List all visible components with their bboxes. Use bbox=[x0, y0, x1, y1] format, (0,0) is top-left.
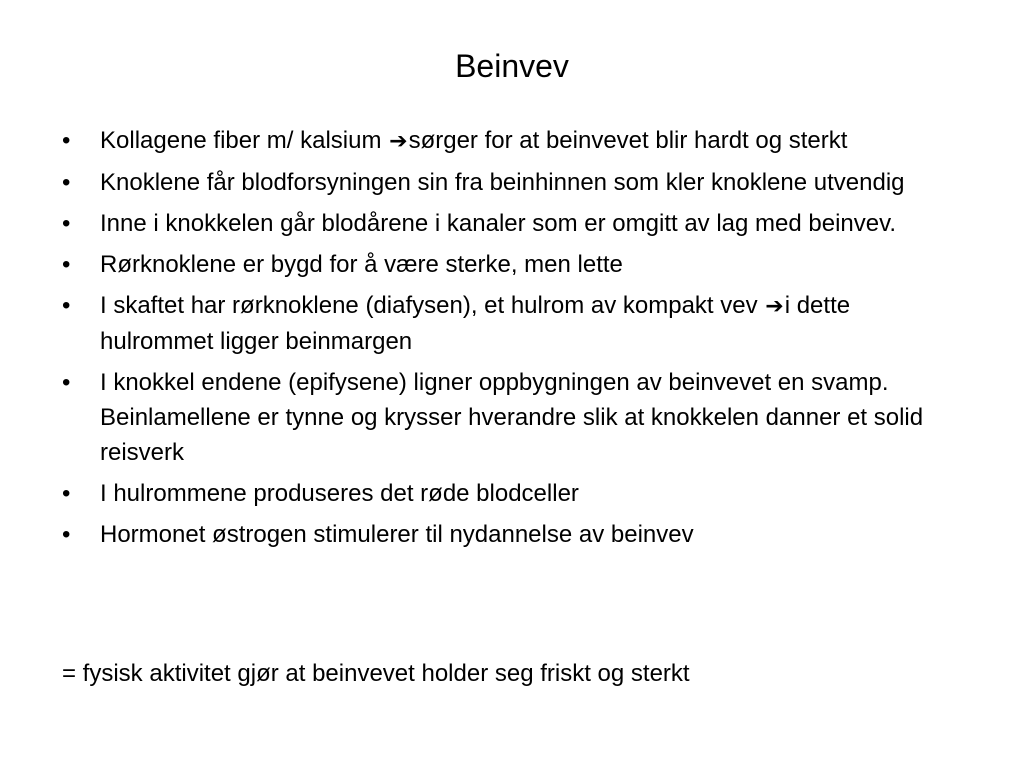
slide-title: Beinvev bbox=[455, 48, 569, 84]
bullet-item bbox=[58, 288, 958, 359]
bullet-marker: • bbox=[62, 369, 71, 396]
bullet-marker: • bbox=[62, 127, 71, 154]
bullet-text: I knokkel endene (epifysene) ligner oppbygningen av beinvevet en svamp. Beinlamellene er tynne og krysser hverandre slik at knokkelen danner et solid reisverk bbox=[100, 369, 924, 466]
bullet-item bbox=[58, 247, 958, 282]
bullet-marker: • bbox=[62, 292, 71, 319]
bullet-item bbox=[58, 476, 958, 511]
bullet-item bbox=[58, 365, 958, 470]
arrow-right-icon: ➔ bbox=[765, 294, 784, 319]
bullet-text: I hulrommene produseres det røde blodceller bbox=[100, 480, 579, 507]
bullet-item bbox=[58, 517, 958, 552]
conclusion-text: = fysisk aktivitet gjør at beinvevet holder seg friskt og sterkt bbox=[62, 660, 690, 687]
bullet-text: sørger for at beinvevet blir hardt og sterkt bbox=[408, 127, 848, 154]
bullet-text: Hormonet østrogen stimulerer til nydannelse av beinvev bbox=[100, 521, 694, 548]
bullet-text: Knoklene får blodforsyningen sin fra beinhinnen som kler knoklene utvendig bbox=[100, 169, 905, 196]
bullet-text: i dette hulrommet ligger beinmargen bbox=[100, 292, 851, 355]
bullet-text: Rørknoklene er bygd for å være sterke, men lette bbox=[100, 251, 623, 278]
bullet-marker: • bbox=[62, 480, 71, 507]
bullet-marker: • bbox=[62, 521, 71, 548]
bullet-item bbox=[58, 165, 958, 200]
bullet-text: Inne i knokkelen går blodårene i kanaler som er omgitt av lag med beinvev. bbox=[100, 210, 896, 237]
bullet-text: I skaftet har rørknoklene (diafysen), et hulrom av kompakt vev bbox=[100, 292, 765, 319]
arrow-right-icon: ➔ bbox=[389, 129, 408, 154]
bullet-list bbox=[58, 123, 958, 558]
bullet-text: Kollagene fiber m/ kalsium bbox=[100, 127, 389, 154]
bullet-marker: • bbox=[62, 210, 71, 237]
bullet-marker: • bbox=[62, 169, 71, 196]
bullet-marker: • bbox=[62, 251, 71, 278]
bullet-item bbox=[58, 206, 958, 241]
bullet-item bbox=[58, 123, 958, 159]
